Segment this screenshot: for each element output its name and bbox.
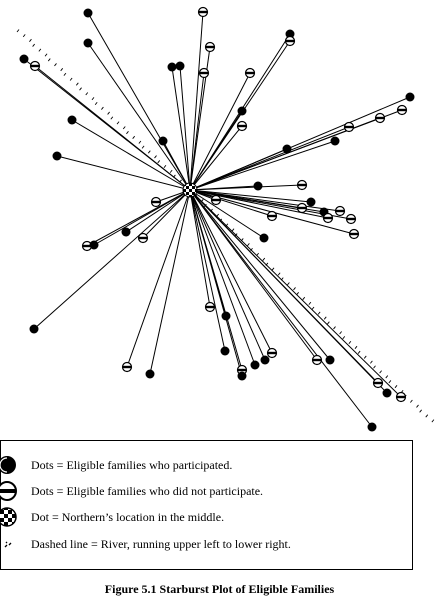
river-dash [117,122,119,125]
river-dash [395,385,397,388]
non-participating-family-dot [347,215,356,224]
non-participating-family-dot [238,122,247,131]
family-dots [20,8,415,432]
river-dash [64,73,66,76]
legend-label-northern: Dot = Northern’s location in the middle. [31,509,225,524]
river-dash [29,39,31,42]
participated-family-dot [260,234,269,243]
river-dash [312,307,314,310]
river-dash [123,126,125,129]
filled-dot-icon [0,454,18,476]
river-dash [111,117,113,120]
river-dash [133,136,135,139]
ray-line [190,149,287,190]
river-dash [364,356,366,359]
non-participating-family-dot [206,43,215,52]
river-dash [48,59,50,62]
ray-line [150,190,190,374]
river-dash [76,83,78,86]
legend-label-river: Dashed line = River, running upper left to lower right. [31,536,291,551]
river-dash [370,361,372,364]
river-dash [303,297,305,300]
non-participating-family-dot [350,230,359,239]
figure-caption: Figure 5.1 Starburst Plot of Eligible Families [104,582,335,596]
river-dash [432,420,434,423]
river-dash [374,366,376,369]
river-dash [324,317,326,320]
river-dash [108,112,110,115]
participated-family-dot [251,361,260,370]
river-dash [54,63,56,66]
participated-family-dot [283,145,292,154]
ray-line [180,66,190,190]
ray-line [35,66,190,190]
legend-row-participated [1,454,232,476]
river-dash [340,331,342,334]
ray-line [88,13,190,190]
ray-line [190,190,242,376]
non-participating-family-dot [152,198,161,207]
river-dash [334,327,336,330]
participated-family-dot [53,152,62,161]
non-participating-family-dot [268,212,277,221]
legend-label-participated: Dots = Eligible families who participated. [31,457,233,472]
non-participating-family-dot [376,114,385,123]
checkered-dot-icon [0,506,18,528]
river-dash [417,405,419,408]
participated-family-dot [176,62,185,71]
non-participating-family-dot [313,356,322,365]
participated-family-dot [238,372,247,381]
non-participating-family-dot [268,349,277,358]
participated-family-dot [30,325,39,334]
river-dash [263,258,265,261]
non-participating-family-dot [336,207,345,216]
river-dash [386,376,388,379]
legend-label-not-participated: Dots = Eligible families who did not participate. [31,483,264,498]
river-dash [309,302,311,305]
river-dash [355,346,357,349]
river-dash [17,30,19,33]
ray-line [190,190,272,353]
river-dash [101,107,103,110]
river-dash [70,78,72,81]
river-dash [327,322,329,325]
river-dash [318,312,320,315]
river-dash [33,44,35,47]
river-dash [61,68,63,71]
non-participating-family-dot [286,37,295,46]
participated-family-dot [307,198,316,207]
legend-row-not-participated [1,480,263,502]
river-dash [420,410,422,413]
legend-row-northern [1,506,224,528]
ray-line [143,190,190,238]
river-dash [126,131,128,134]
non-participating-family-dot [298,181,307,190]
river-dash [86,93,88,96]
river-dash-icon [0,533,18,555]
non-participating-family-dot [199,8,208,17]
river-dash [287,283,289,286]
river-dash [158,160,160,163]
participated-family-dot [368,423,377,432]
non-participating-family-dot [374,379,383,388]
ray-line [190,190,330,360]
non-participating-family-dot [397,393,406,402]
legend-row-river [1,533,291,555]
river-dash [426,415,428,418]
participated-family-dot [261,356,270,365]
legend [0,440,413,570]
non-participating-family-dot [212,196,221,205]
non-participating-family-dot [200,69,209,78]
ray-line [72,120,190,190]
non-participating-family-dot [324,214,333,223]
river-dash [80,88,82,91]
river-dash [39,49,41,52]
river-dash [343,336,345,339]
ray-line [34,190,190,329]
non-participating-family-dot [398,106,407,115]
participated-family-dot [221,347,230,356]
participated-family-dot [222,312,231,321]
participated-family-dot [238,107,247,116]
participated-family-dot [254,182,263,191]
participated-family-dot [84,9,93,18]
non-participating-family-dot [298,204,307,213]
river-dash [170,170,172,173]
participated-family-dot [20,55,29,64]
river-dash [92,97,94,100]
river-dash [232,229,234,232]
ray-line [127,190,190,367]
ray-line [126,190,190,232]
river-dash [278,273,280,276]
participated-family-dot [383,389,392,398]
participated-family-dot [159,137,168,146]
non-participating-family-dot [206,303,215,312]
river-dash [155,156,157,159]
river-dash [45,54,47,57]
river-dash [349,341,351,344]
river-dash [294,287,296,290]
river-dash [272,268,274,271]
participated-family-dot [122,228,131,237]
non-participating-family-dot [139,234,148,243]
river-dash [148,151,150,154]
participated-family-dot [84,39,93,48]
northern-location-dot [183,183,197,197]
striped-dot-icon [0,480,18,502]
river-dash [142,146,144,149]
river-dash [247,243,249,246]
river-dash [358,351,360,354]
river-dash [139,141,141,144]
ray-line [190,185,302,190]
river-dash [23,34,25,37]
participated-family-dot [146,370,155,379]
river-dash [164,165,166,168]
river-dash [410,400,412,403]
participated-family-dot [331,137,340,146]
participated-family-dot [406,93,415,102]
participated-family-dot [326,356,335,365]
ray-line [190,190,401,397]
non-participating-family-dot [123,363,132,372]
non-participating-family-dot [246,69,255,78]
river-dash [380,371,382,374]
participated-family-dot [90,241,99,250]
river-dash [389,380,391,383]
ray-line [172,67,190,190]
river-dash [95,102,97,105]
participated-family-dot [168,63,177,72]
non-participating-family-dot [31,62,40,71]
ray-line [190,190,372,427]
non-participating-family-dot [345,123,354,132]
ray-line [190,127,349,190]
participated-family-dot [68,116,77,125]
